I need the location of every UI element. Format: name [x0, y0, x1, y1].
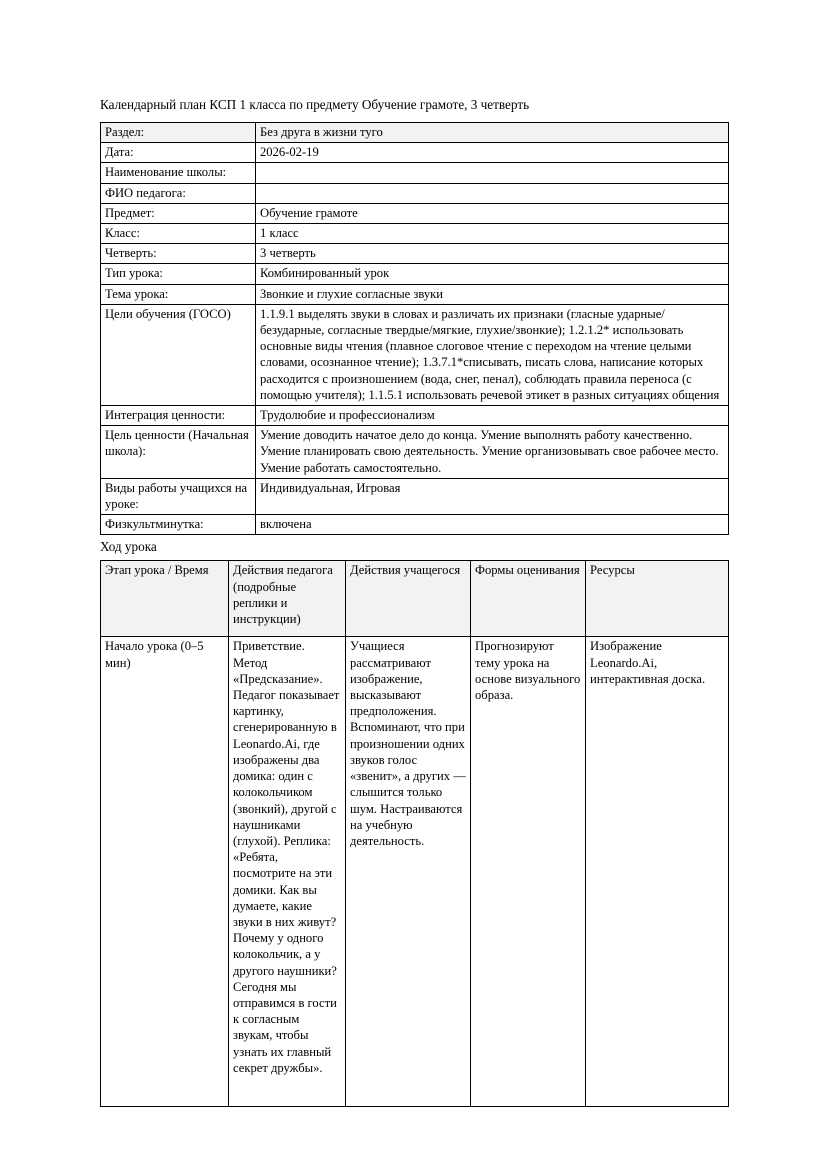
info-label: Наименование школы:: [101, 163, 256, 183]
column-header-resources: Ресурсы: [586, 561, 729, 637]
info-label-objectives: Цели обучения (ГОСО): [101, 304, 256, 405]
info-label: Дата:: [101, 143, 256, 163]
table-row: [101, 183, 729, 203]
column-header-assessment: Формы оценивания: [471, 561, 586, 637]
info-value: 3 четверть: [256, 244, 729, 264]
table-row: [101, 224, 729, 244]
table-row: [101, 637, 729, 1107]
info-label: Физкультминутка:: [101, 515, 256, 535]
table-row: [101, 426, 729, 479]
info-value: 2026-02-19: [256, 143, 729, 163]
info-value-objectives: 1.1.9.1 выделять звуки в словах и различать их признаки (гласные ударные/безударные, согласные твердые/мягкие, глухие/звонкие); 1.2.1.2* использовать основные виды чтения (плавное слоговое чтение с переходом на чтение целыми словами, осознанное чтение); 1.3.7.1*списывать, писать слова, написание которых расходится с произношением (вода, снег, пенал), соблюдать правила переноса (с помощью учителя); 1.1.5.1 использовать речевой этикет в разных ситуациях общения: [256, 304, 729, 405]
cell-student-actions: Учащиеся рассматривают изображение, высказывают предположения. Вспоминают, что при произношении одних звуков голос «звенит», а других — слышится только шум. Настраиваются на учебную деятельность.: [346, 637, 471, 1107]
info-label: Предмет:: [101, 203, 256, 223]
info-value: включена: [256, 515, 729, 535]
table-row: [101, 203, 729, 223]
info-label: Тип урока:: [101, 264, 256, 284]
info-label-work-types: Виды работы учащихся на уроке:: [101, 478, 256, 514]
table-header-row: [101, 561, 729, 637]
table-row: [101, 478, 729, 514]
info-value: Обучение грамоте: [256, 203, 729, 223]
table-row: [101, 406, 729, 426]
lesson-info-table: [100, 122, 729, 535]
info-label: ФИО педагога:: [101, 183, 256, 203]
table-row: [101, 244, 729, 264]
info-value: 1 класс: [256, 224, 729, 244]
lesson-flow-body: [101, 637, 729, 1107]
flow-section-label: Ход урока: [100, 539, 157, 555]
lesson-flow-header: [101, 561, 729, 637]
cell-teacher-actions: Приветствие. Метод «Предсказание». Педагог показывает картинку, сгенерированную в Leonardo.Ai, где изображены два домика: один с колокольчиком (звонкий), другой с наушниками (глухой). Реплика: «Ребята, посмотрите на эти домики. Как вы думаете, какие звуки в них живут? Почему у одного колокольчик, а у другого наушники? Сегодня мы отправимся в гости к согласным звукам, чтобы узнать их главный секрет дружбы».: [229, 637, 346, 1107]
info-label-value-goal: Цель ценности (Начальная школа):: [101, 426, 256, 479]
info-value: [256, 183, 729, 203]
info-value: Комбинированный урок: [256, 264, 729, 284]
info-label: Класс:: [101, 224, 256, 244]
cell-resources: Изображение Leonardo.Ai, интерактивная доска.: [586, 637, 729, 1107]
table-row: [101, 515, 729, 535]
column-header-student-actions: Действия учащегося: [346, 561, 471, 637]
table-row: [101, 304, 729, 405]
info-label: Тема урока:: [101, 284, 256, 304]
table-row: [101, 123, 729, 143]
cell-stage: Начало урока (0–5 мин): [101, 637, 229, 1107]
info-value: Без друга в жизни туго: [256, 123, 729, 143]
info-label: Четверть:: [101, 244, 256, 264]
lesson-flow-table: [100, 560, 729, 1107]
info-value: Трудолюбие и профессионализм: [256, 406, 729, 426]
column-header-stage: Этап урока / Время: [101, 561, 229, 637]
document-page: [100, 96, 728, 1107]
table-row: [101, 284, 729, 304]
table-row: [101, 163, 729, 183]
info-value-value-goal: Умение доводить начатое дело до конца. Умение выполнять работу качественно. Умение планировать свою деятельность. Умение организовывать свое рабочее место. Умение работать самостоятельно.: [256, 426, 729, 479]
table-row: [101, 264, 729, 284]
lesson-info-body: [101, 123, 729, 535]
info-value-work-types: Индивидуальная, Игровая: [256, 478, 729, 514]
info-value: Звонкие и глухие согласные звуки: [256, 284, 729, 304]
cell-assessment: Прогнозируют тему урока на основе визуального образа.: [471, 637, 586, 1107]
info-label: Интеграция ценности:: [101, 406, 256, 426]
table-row: [101, 143, 729, 163]
page-title: Календарный план КСП 1 класса по предмету Обучение грамоте, 3 четверть: [100, 97, 530, 112]
info-value: [256, 163, 729, 183]
info-label: Раздел:: [101, 123, 256, 143]
column-header-teacher-actions: Действия педагога (подробные реплики и инструкции): [229, 561, 346, 637]
